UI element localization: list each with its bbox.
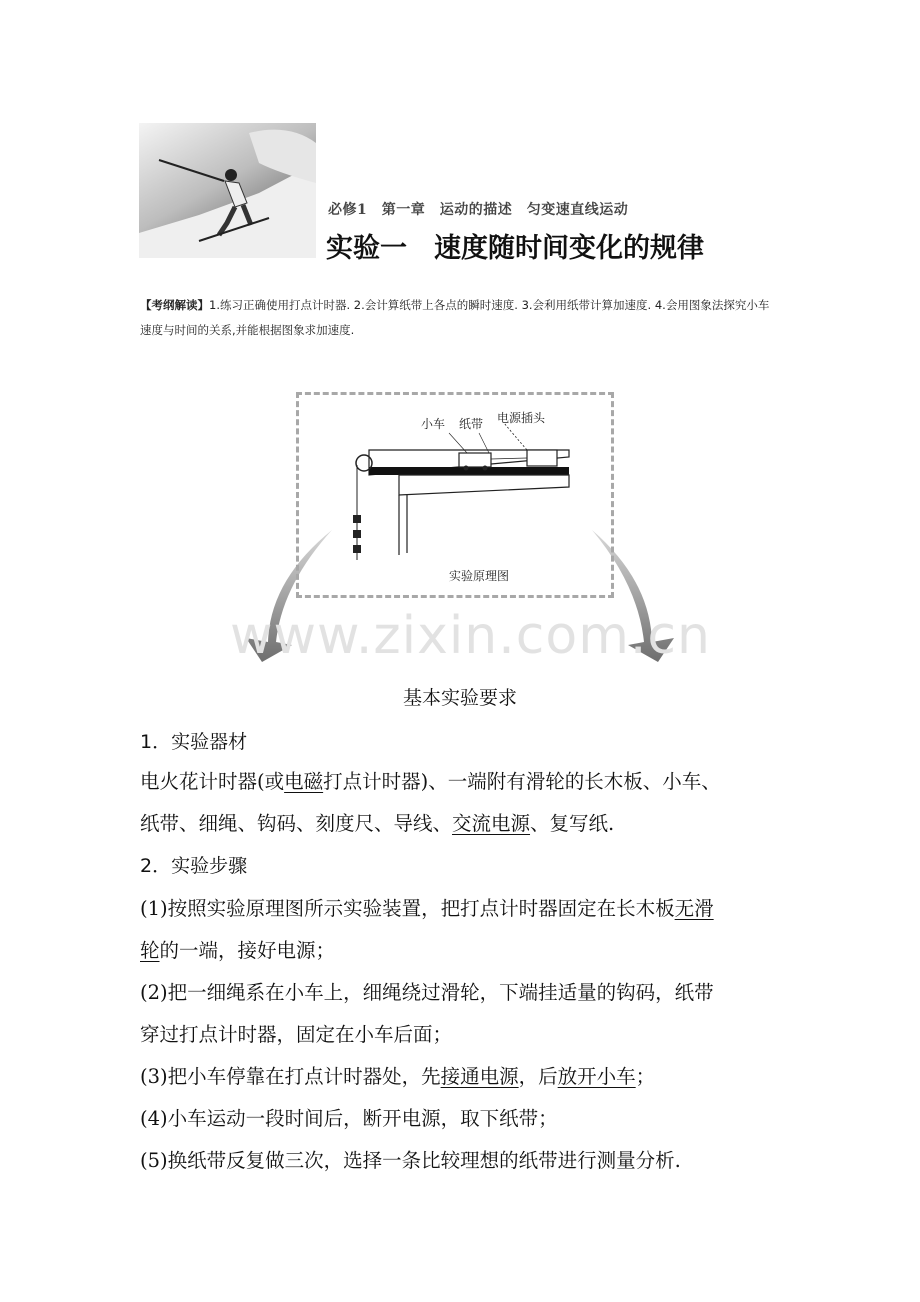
step-3: [140, 1061, 655, 1089]
chapter-line: 必修1 第一章 运动的描述 匀变速直线运动: [328, 202, 629, 218]
label-tape: 纸带: [459, 417, 484, 431]
text: 打点计时器)、一端附有滑轮的长木板、小车、: [323, 770, 721, 793]
underlined-text: 接通电源: [440, 1065, 519, 1088]
text: ，后: [518, 1065, 558, 1088]
hook-weight: [353, 515, 361, 523]
step-2-line-1: (2)把一细绳系在小车上，细绳绕过滑轮，下端挂适量的钩码，纸带: [140, 981, 714, 1004]
step-1-line-1: [140, 893, 714, 921]
step-2-line-2: 穿过打点计时器，固定在小车后面；: [140, 1023, 453, 1046]
text: ；: [635, 1065, 656, 1088]
timer: [527, 450, 557, 466]
step-4: (4)小车运动一段时间后，断开电源，取下纸带；: [140, 1107, 558, 1130]
step-1-line-2: [140, 935, 335, 963]
figure-caption: 实验原理图: [449, 569, 510, 583]
section-heading: 基本实验要求: [402, 687, 517, 709]
outline-tag: 【考纲解读】: [140, 298, 209, 312]
apparatus-illustration: [299, 395, 611, 595]
text: 、复写纸.: [530, 812, 615, 835]
outline-line-2: 速度与时间的关系,并能根据图象求加速度.: [140, 323, 355, 337]
page-title: 实验一 速度随时间变化的规律: [326, 233, 704, 264]
heading-equipment: 1．实验器材: [140, 731, 248, 753]
underlined-text: 电磁: [284, 770, 324, 793]
apparatus-diagram: [296, 392, 614, 598]
text: 的一端，接好电源；: [159, 939, 336, 962]
underlined-text: 交流电源: [452, 812, 531, 835]
text: 电火花计时器(或: [140, 770, 285, 793]
cart: [459, 453, 491, 467]
text: (3)把小车停靠在打点计时器处，先: [140, 1065, 441, 1088]
equipment-line-2: [140, 808, 614, 836]
underlined-text: 放开小车: [557, 1065, 636, 1088]
underlined-text: 无滑: [674, 897, 714, 920]
heading-steps: 2．实验步骤: [140, 855, 248, 877]
underlined-text: 轮: [140, 939, 160, 962]
hook-weight: [353, 545, 361, 553]
step-5: (5)换纸带反复做三次，选择一条比较理想的纸带进行测量分析.: [140, 1149, 681, 1172]
hook-weight: [353, 530, 361, 538]
outline-text-1: 1.练习正确使用打点计时器. 2.会计算纸带上各点的瞬时速度. 3.会利用纸带计算加速度. 4.会用图象法探究小车: [209, 298, 770, 312]
text: (1)按照实验原理图所示实验装置，把打点计时器固定在长木板: [140, 897, 675, 920]
watermark: www.zixin.com.cn: [230, 606, 711, 666]
label-plug: 电源插头: [497, 411, 546, 425]
text: 纸带、细绳、钩码、刻度尺、导线、: [140, 812, 453, 835]
label-cart: 小车: [421, 417, 446, 431]
equipment-line-1: [140, 766, 721, 794]
